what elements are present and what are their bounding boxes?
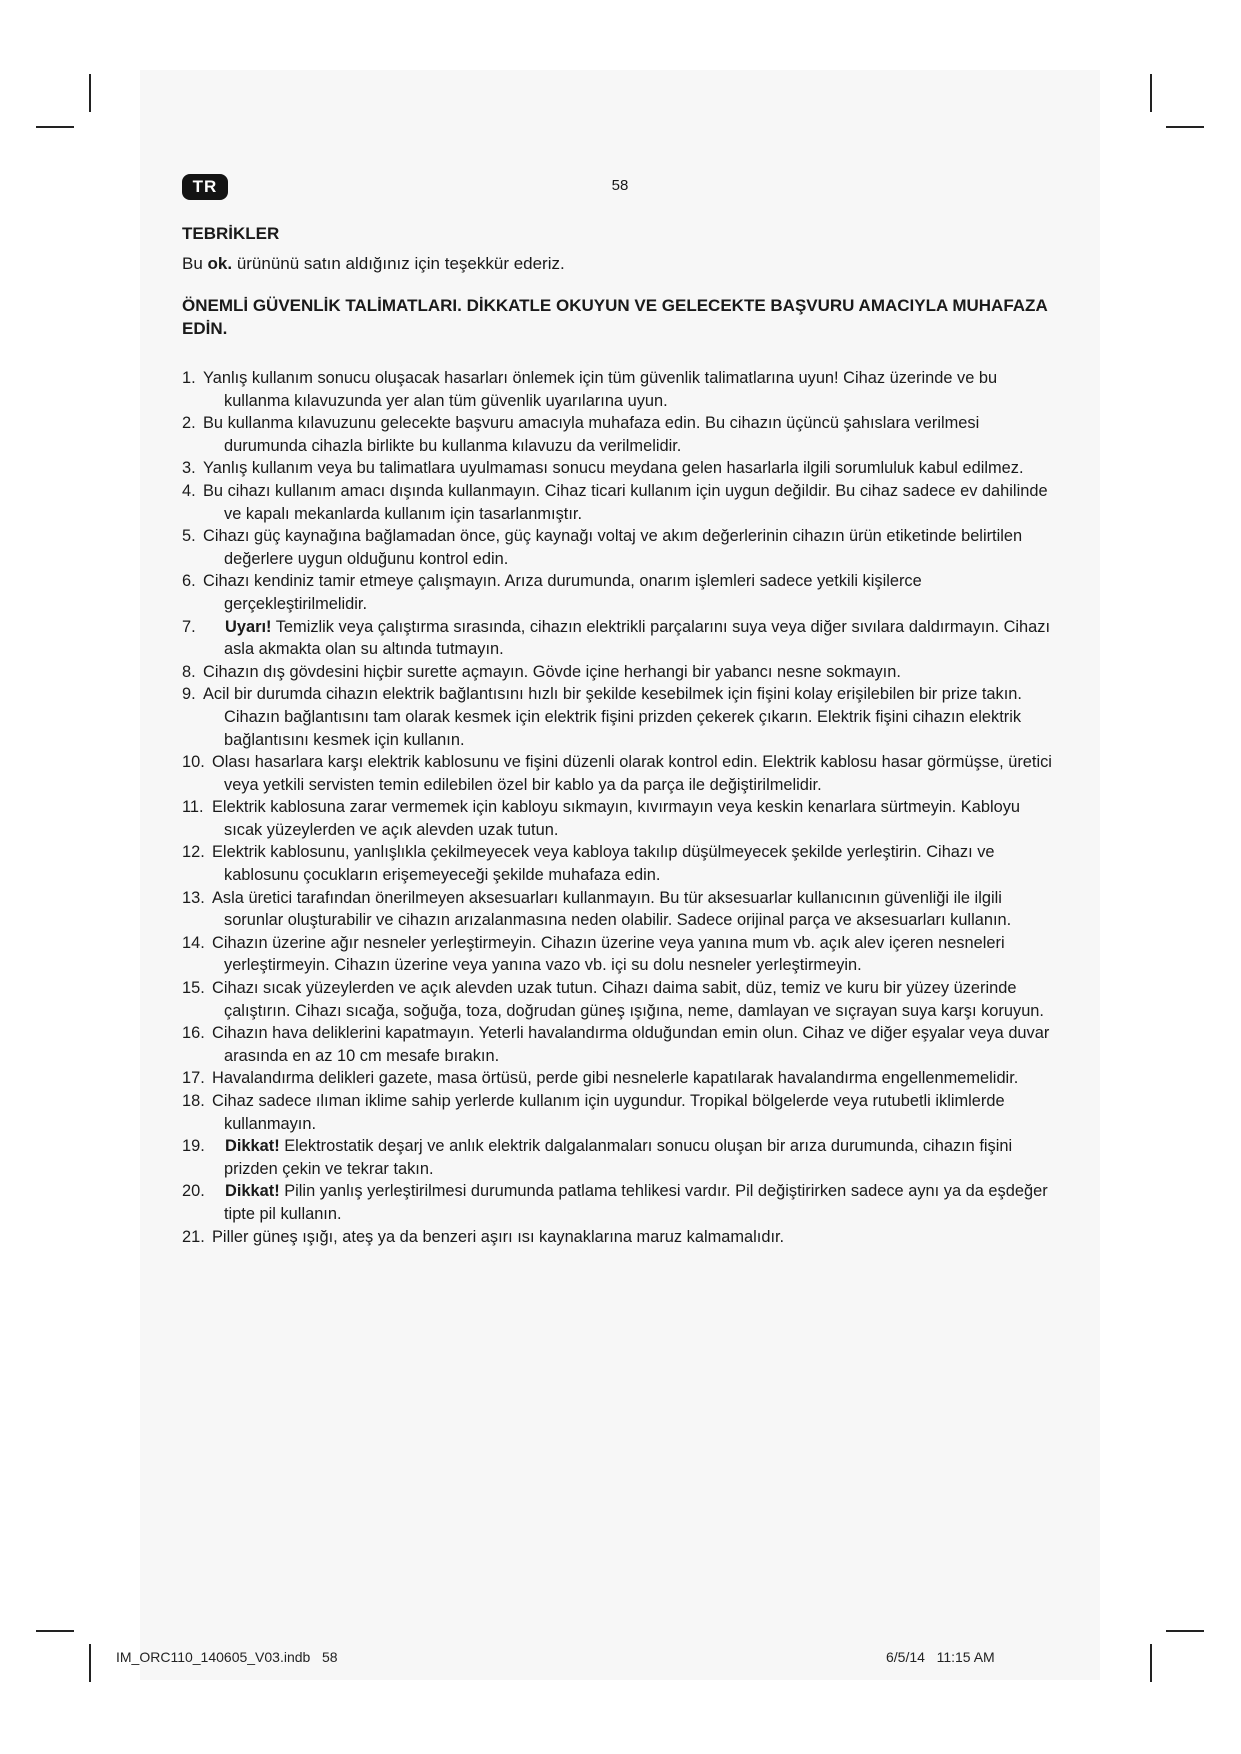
list-item-text: Cihazın üzerine ağır nesneler yerleştirmeyin. Cihazın üzerine veya yanına mum vb. açık alev içeren nesneleri yerleştirmeyin. Cihazın üzerine veya yanına vazo vb. içi su dolu nesneler yerleştirmeyin.: [212, 933, 1005, 975]
crop-mark-bottom-left: [89, 1644, 91, 1682]
list-item-number: 21.: [182, 1227, 205, 1246]
list-item-number: 17.: [182, 1069, 205, 1088]
list-item: [182, 412, 1062, 457]
list-item-text: Cihazın hava deliklerini kapatmayın. Yeterli havalandırma olduğundan emin olun. Cihaz ve diğer eşyalar veya duvar arasında en az 10 cm mesafe bırakın.: [212, 1024, 1050, 1065]
list-item-number: 8.: [182, 662, 196, 681]
crop-mark-top-left: [89, 74, 91, 112]
safety-heading: ÖNEMLİ GÜVENLİK TALİMATLARI. DİKKATLE OKUYUN VE GELECEKTE BAŞVURU AMACIYLA MUHAFAZA EDİN.: [182, 296, 1048, 338]
list-item: [182, 1135, 1062, 1180]
list-item-text: Piller güneş ışığı, ateş ya da benzeri aşırı ısı kaynaklarına maruz kalmamalıdır.: [212, 1227, 785, 1246]
list-item-text: Olası hasarlara karşı elektrik kablosunu ve fişini düzenli olarak kontrol edin. Elektrik kablosu hasar görmüşse, üretici veya yetkili servisten temin edilebilen özel bir kablo ya da parça ile değiştirilmelidir.: [212, 753, 1052, 794]
brand-name: ok.: [207, 254, 233, 273]
list-item: [182, 367, 1062, 412]
list-item-number: 6.: [182, 572, 196, 591]
list-item-number: 14.: [182, 933, 205, 952]
document-body: [182, 224, 1062, 1248]
list-item-text: Pilin yanlış yerleştirilmesi durumunda patlama tehlikesi vardır. Pil değiştirirken sadece aynı ya da eşdeğer tipte pil kullanın.: [224, 1182, 1048, 1223]
crop-mark-top-right-h: [1166, 126, 1204, 128]
list-item: [182, 1180, 1062, 1225]
safety-instructions-list: [182, 367, 1062, 1248]
list-item-text: Cihazı kendiniz tamir etmeye çalışmayın. Arıza durumunda, onarım işlemleri sadece yetkili kişilerce gerçekleştirilmelidir.: [203, 572, 922, 613]
list-item-text: Temizlik veya çalıştırma sırasında, cihazın elektrikli parçalarını suya veya diğer sıvılara daldırmayın. Cihazı asla akmakta olan su altında tutmayın.: [224, 617, 1051, 659]
list-item: [182, 616, 1062, 661]
list-item: [182, 1226, 1062, 1249]
language-badge: TR: [182, 174, 228, 200]
list-item-number: 15.: [182, 979, 205, 998]
list-item-text: Elektrik kablosuna zarar vermemek için kabloyu sıkmayın, kıvırmayın veya keskin kenarlara sürtmeyin. Kabloyu sıcak yüzeylerden ve açık alevden uzak tutun.: [212, 798, 1021, 839]
print-footer: IM_ORC110_140605_V03.indb 58 6/5/14 11:15 AM: [116, 1649, 995, 1665]
list-item: [182, 683, 1062, 751]
list-item-number: 4.: [182, 481, 196, 500]
list-item-text: Asla üretici tarafından önerilmeyen aksesuarları kullanmayın. Bu tür aksesuarlar kullanıcının güvenliği ile ilgili sorunlar oluşturabilir ve cihazın arızalanmasına neden olabilir. Sadece orijinal parça ve aksesuarları kullanın.: [212, 888, 1012, 930]
list-item-number: 18.: [182, 1092, 205, 1110]
list-item-text: Bu kullanma kılavuzunu gelecekte başvuru amacıyla muhafaza edin. Bu cihazın üçüncü şahıslara verilmesi durumunda cihazla birlikte bu kullanma kılavuzu da verilmelidir.: [203, 414, 980, 455]
list-item: [182, 525, 1062, 570]
list-item: [182, 1090, 1062, 1135]
list-item-text: Cihazın dış gövdesini hiçbir surette açmayın. Gövde içine herhangi bir yabancı nesne sokmayın.: [203, 662, 901, 681]
list-item-warning-label: Dikkat!: [225, 1182, 280, 1201]
list-item-warning-label: Dikkat!: [225, 1137, 280, 1156]
intro-paragraph: [182, 254, 1062, 274]
list-item: [182, 751, 1062, 796]
list-item-text: Yanlış kullanım veya bu talimatlara uyulmaması sonucu meydana gelen hasarlarla ilgili sorumluluk kabul edilmez.: [203, 459, 1024, 478]
list-item-number: 5.: [182, 527, 196, 546]
list-item-number: 11.: [182, 798, 204, 817]
list-item-number: 1.: [182, 369, 196, 387]
list-item-number: 20.: [182, 1182, 205, 1201]
list-item: [182, 841, 1062, 886]
list-item: [182, 1067, 1062, 1090]
list-item-number: 19.: [182, 1137, 205, 1156]
crop-mark-top-left-h: [36, 126, 74, 128]
list-item-number: 2.: [182, 414, 196, 433]
list-item: [182, 457, 1062, 480]
intro-before: Bu: [182, 254, 208, 273]
page-number: 58: [611, 177, 629, 194]
list-item-number: 3.: [182, 459, 196, 478]
list-item-text: Havalandırma delikleri gazete, masa örtüsü, perde gibi nesnelerle kapatılarak havalandırma engellenmemelidir.: [212, 1069, 1019, 1088]
list-item: [182, 932, 1062, 977]
list-item-text: Yanlış kullanım sonucu oluşacak hasarları önlemek için tüm güvenlik talimatlarına uyun! Cihaz üzerinde ve bu kullanma kılavuzunda yer alan tüm güvenlik uyarılarına uyun.: [203, 369, 998, 410]
list-item-text: Elektrostatik deşarj ve anlık elektrik dalgalanmaları sonucu oluşan bir arıza durumunda, cihazın fişini prizden çekin ve tekrar takın.: [224, 1137, 1013, 1178]
crop-mark-top-right: [1150, 74, 1152, 112]
list-item-text: Cihaz sadece ılıman iklime sahip yerlerde kullanım için uygundur. Tropikal bölgelerde veya rutubetli iklimlerde kullanmayın.: [212, 1092, 1005, 1133]
list-item: [182, 570, 1062, 615]
list-item-text: Bu cihazı kullanım amacı dışında kullanmayın. Cihaz ticari kullanım için uygun değildir. Bu cihaz sadece ev dahilinde ve kapalı mekanlarda kullanım için tasarlanmıştır.: [203, 481, 1048, 523]
list-item-number: 7.: [182, 617, 196, 636]
list-item: [182, 1022, 1062, 1067]
list-item-text: Elektrik kablosunu, yanlışlıkla çekilmeyecek veya kabloya takılıp düşülmeyecek şekilde yerleştirin. Cihazı ve kablosunu çocukların erişemeyeceği şekilde muhafaza edin.: [212, 843, 995, 885]
list-item: [182, 480, 1062, 525]
list-item: [182, 977, 1062, 1022]
list-item-text: Acil bir durumda cihazın elektrik bağlantısını hızlı bir şekilde kesebilmek için fişini kolay erişilebilen bir prize takın. Cihazın bağlantısını tam olarak kesmek için elektrik fişini prizden çekerek çıkarın. Elektrik fişini cihazın elektrik bağlantısını kesmek için kullanın.: [203, 685, 1022, 749]
list-item-number: 13.: [182, 888, 205, 907]
list-item-number: 10.: [182, 753, 205, 772]
list-item-warning-label: Uyarı!: [225, 617, 272, 636]
list-item-text: Cihazı güç kaynağına bağlamadan önce, güç kaynağı voltaj ve akım değerlerinin cihazın ürün etiketinde belirtilen değerlere uygun olduğunu kontrol edin.: [203, 527, 1023, 568]
list-item: [182, 661, 1062, 684]
crop-mark-bottom-right-h: [1166, 1630, 1204, 1632]
list-item: [182, 887, 1062, 932]
list-item-number: 16.: [182, 1024, 205, 1043]
crop-mark-bottom-left-h: [36, 1630, 74, 1632]
intro-after: ürününü satın aldığınız için teşekkür ederiz.: [232, 254, 565, 273]
list-item-text: Cihazı sıcak yüzeylerden ve açık alevden uzak tutun. Cihazı daima sabit, düz, temiz ve kuru bir yüzey üzerinde çalıştırın. Cihazı sıcağa, soğuğa, toza, doğrudan güneş ışığına, neme, damlayan ve sıçrayan suya karşı koruyun.: [212, 979, 1044, 1020]
list-item-number: 12.: [182, 843, 205, 862]
list-item: [182, 796, 1062, 841]
crop-mark-bottom-right: [1150, 1644, 1152, 1682]
page-title: TEBRİKLER: [182, 224, 280, 243]
list-item-number: 9.: [182, 685, 196, 704]
